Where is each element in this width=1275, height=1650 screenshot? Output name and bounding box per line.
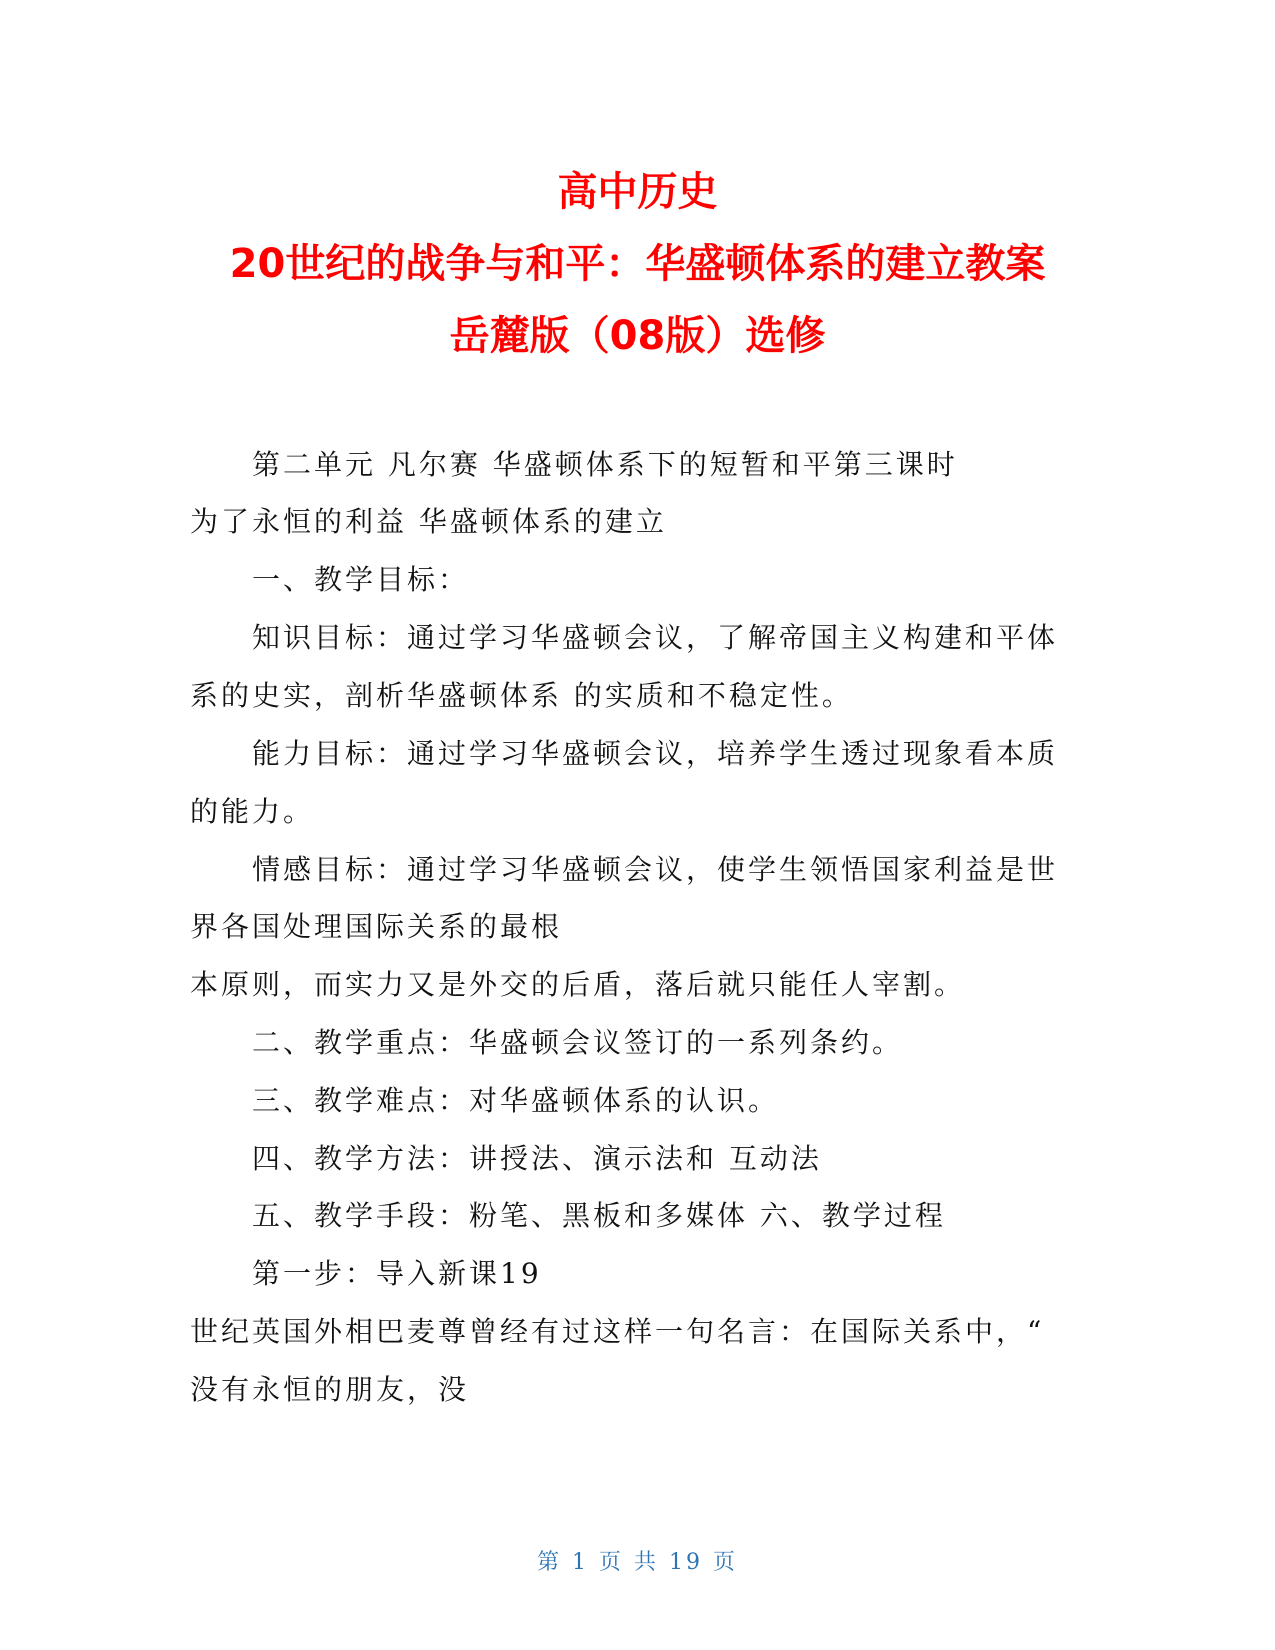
body-line-key-points: 二、教学重点：华盛顿会议签订的一系列条约。 — [252, 1026, 904, 1059]
body-line-difficulties: 三、教学难点：对华盛顿体系的认识。 — [252, 1084, 780, 1117]
body-line-ability-goal: 能力目标：通过学习华盛顿会议，培养学生透过现象看本质 — [252, 737, 1059, 770]
body-line-emotion-goal-cont: 界各国处理国际关系的最根 — [190, 910, 563, 943]
body-line-methods: 四、教学方法：讲授法、演示法和 互动法 — [252, 1142, 822, 1175]
body-line-knowledge-goal: 知识目标：通过学习华盛顿会议，了解帝国主义构建和平体 — [252, 621, 1059, 654]
body-line-quote-intro: 世纪英国外相巴麦尊曾经有过这样一句名言：在国际关系中，“ — [190, 1315, 1045, 1348]
body-line-step-one: 第一步：导入新课19 — [252, 1257, 542, 1290]
body-line-means: 五、教学手段：粉笔、黑板和多媒体 六、教学过程 — [252, 1199, 946, 1232]
body-line-quote-cont: 没有永恒的朋友，没 — [190, 1373, 470, 1406]
body-line-emotion-goal: 情感目标：通过学习华盛顿会议，使学生领悟国家利益是世 — [252, 853, 1059, 886]
body-line-lesson-title: 为了永恒的利益 华盛顿体系的建立 — [190, 505, 667, 538]
title-line-subject: 高中历史 — [557, 169, 718, 215]
body-line-ability-goal-cont: 的能力。 — [190, 795, 315, 828]
title-line-topic: 20世纪的战争与和平：华盛顿体系的建立教案 — [229, 241, 1046, 287]
document-title — [0, 156, 1275, 372]
title-line-edition: 岳麓版（08版）选修 — [449, 313, 826, 359]
body-line-objectives-heading: 一、教学目标： — [252, 563, 470, 596]
body-line-unit: 第二单元 凡尔赛 华盛顿体系下的短暂和平第三课时 — [252, 448, 958, 481]
page-number-footer: 第 1 页 共 19 页 — [537, 1550, 738, 1575]
body-line-emotion-goal-cont2: 本原则，而实力又是外交的后盾，落后就只能任人宰割。 — [190, 968, 966, 1001]
body-line-knowledge-goal-cont: 系的史实，剖析华盛顿体系 的实质和不稳定性。 — [190, 679, 853, 712]
